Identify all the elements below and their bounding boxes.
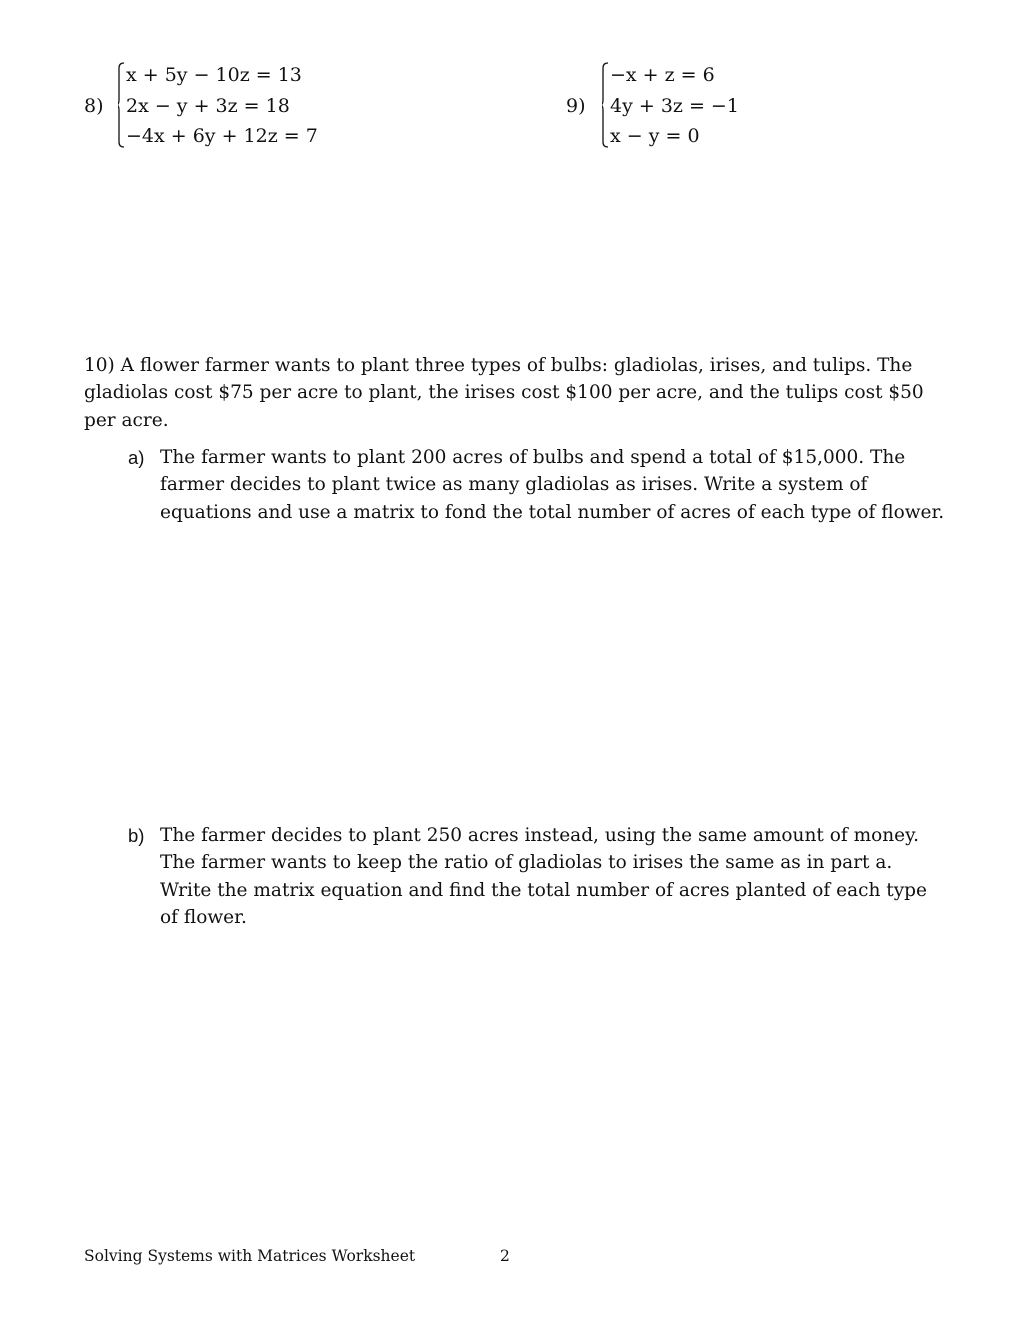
equation-line: 2x − y + 3z = 18 [126, 94, 290, 117]
problem-8-brace [118, 62, 124, 148]
equation-line: 4y + 3z = −1 [610, 94, 739, 117]
problem-9-equations [610, 60, 739, 152]
problem-9-number: 9) [566, 95, 586, 117]
problem-10-part-b [128, 822, 948, 931]
part-a-text: The farmer wants to plant 200 acres of bulbs and spend a total of $15,000. The farmer decides to plant twice as many gladiolas as irises. Write a system of equations and use a matrix to fond the total number of acres of each type of flower. [160, 447, 945, 523]
part-b-text: The farmer decides to plant 250 acres instead, using the same amount of money. The farmer wants to keep the ratio of gladiolas to irises the same as in part a. Write the matrix equation and find the total number of acres planted of each type of flower. [160, 825, 927, 928]
equation-line: −x + z = 6 [610, 64, 715, 86]
problem-9-brace [602, 62, 608, 148]
problem-8-number: 8) [84, 95, 104, 117]
problem-8-equations [126, 60, 318, 152]
equation-line: x − y = 0 [610, 125, 700, 147]
footer-title: Solving Systems with Matrices Worksheet [84, 1247, 416, 1265]
equation-line: x + 5y − 10z = 13 [126, 64, 302, 86]
part-b-label: b) [128, 825, 145, 846]
part-a-label: a) [128, 447, 145, 468]
problem-10-intro: 10) A flower farmer wants to plant three types of bulbs: gladiolas, irises, and tulips. The gladiolas cost $75 per acre to plant, the irises cost $100 per acre, and the tulips cost $50 per acre. [84, 355, 924, 431]
equation-line: −4x + 6y + 12z = 7 [126, 125, 318, 147]
footer-page-number: 2 [500, 1247, 510, 1265]
problem-10-part-a [128, 444, 948, 526]
